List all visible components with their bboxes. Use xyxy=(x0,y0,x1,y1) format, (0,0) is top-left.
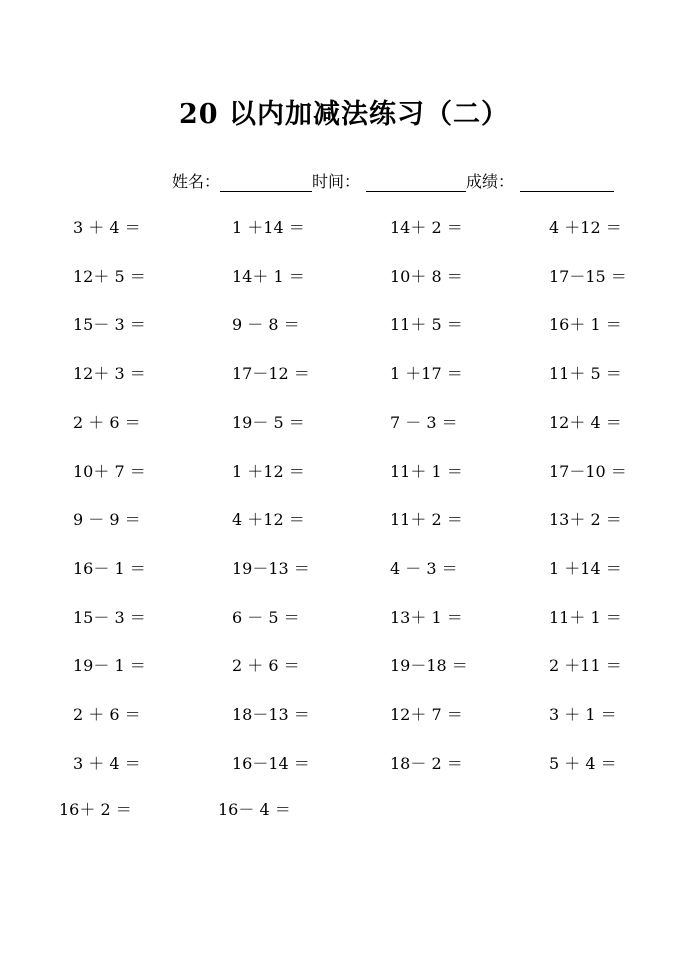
problem-item: 6 － 5 ＝ xyxy=(232,608,300,627)
problem-item: 4 ＋12 ＝ xyxy=(232,510,305,529)
problem-item: 11＋ 5 ＝ xyxy=(390,315,463,334)
problem-item: 10＋ 7 ＝ xyxy=(73,462,146,481)
problem-item: 7 － 3 ＝ xyxy=(390,413,458,432)
problem-item: 15－ 3 ＝ xyxy=(73,315,146,334)
problem-item: 13＋ 2 ＝ xyxy=(549,510,622,529)
problem-item: 17－12 ＝ xyxy=(232,364,310,383)
problem-item: 12＋ 7 ＝ xyxy=(390,705,463,724)
problem-item: 5 ＋ 4 ＝ xyxy=(549,754,617,773)
problem-item: 16－ 1 ＝ xyxy=(73,559,146,578)
problem-item: 4 ＋12 ＝ xyxy=(549,218,622,237)
problem-item: 14＋ 1 ＝ xyxy=(232,267,305,286)
problem-item: 10＋ 8 ＝ xyxy=(390,267,463,286)
problem-item: 1 ＋17 ＝ xyxy=(390,364,463,383)
problem-item: 1 ＋12 ＝ xyxy=(232,462,305,481)
problem-item: 2 ＋ 6 ＝ xyxy=(73,413,141,432)
problem-item: 1 ＋14 ＝ xyxy=(232,218,305,237)
problem-item: 17－15 ＝ xyxy=(549,267,627,286)
problem-item: 2 ＋ 6 ＝ xyxy=(73,705,141,724)
problem-item: 13＋ 1 ＝ xyxy=(390,608,463,627)
problem-item: 11＋ 5 ＝ xyxy=(549,364,622,383)
problem-item: 19－13 ＝ xyxy=(232,559,310,578)
problem-item: 17－10 ＝ xyxy=(549,462,627,481)
problem-item: 19－18 ＝ xyxy=(390,656,468,675)
time-label: 时间： xyxy=(312,172,361,191)
problem-item: 2 ＋ 6 ＝ xyxy=(232,656,300,675)
problem-item: 15－ 3 ＝ xyxy=(73,608,146,627)
problem-item: 14＋ 2 ＝ xyxy=(390,218,463,237)
score-label: 成绩： xyxy=(466,172,515,191)
problem-item: 3 ＋ 4 ＝ xyxy=(73,754,141,773)
problem-item: 16－ 4 ＝ xyxy=(218,800,291,819)
problem-item: 1 ＋14 ＝ xyxy=(549,559,622,578)
problem-item: 16＋ 1 ＝ xyxy=(549,315,622,334)
problem-item: 16＋ 2 ＝ xyxy=(59,800,132,819)
problem-item: 2 ＋11 ＝ xyxy=(549,656,622,675)
problem-item: 3 ＋ 1 ＝ xyxy=(549,705,617,724)
problem-item: 11＋ 1 ＝ xyxy=(390,462,463,481)
name-label: 姓名： xyxy=(172,172,221,191)
problem-item: 18－ 2 ＝ xyxy=(390,754,463,773)
problem-item: 4 － 3 ＝ xyxy=(390,559,458,578)
problem-item: 19－ 1 ＝ xyxy=(73,656,146,675)
problem-item: 9 － 9 ＝ xyxy=(73,510,141,529)
problem-item: 11＋ 1 ＝ xyxy=(549,608,622,627)
problem-item: 12＋ 4 ＝ xyxy=(549,413,622,432)
problem-item: 12＋ 3 ＝ xyxy=(73,364,146,383)
problem-item: 16－14 ＝ xyxy=(232,754,310,773)
problem-item: 18－13 ＝ xyxy=(232,705,310,724)
problem-item: 12＋ 5 ＝ xyxy=(73,267,146,286)
page-title: 20 以内加减法练习（二） xyxy=(179,99,509,130)
problem-item: 11＋ 2 ＝ xyxy=(390,510,463,529)
problem-item: 19－ 5 ＝ xyxy=(232,413,305,432)
problem-item: 3 ＋ 4 ＝ xyxy=(73,218,141,237)
problem-item: 9 － 8 ＝ xyxy=(232,315,300,334)
